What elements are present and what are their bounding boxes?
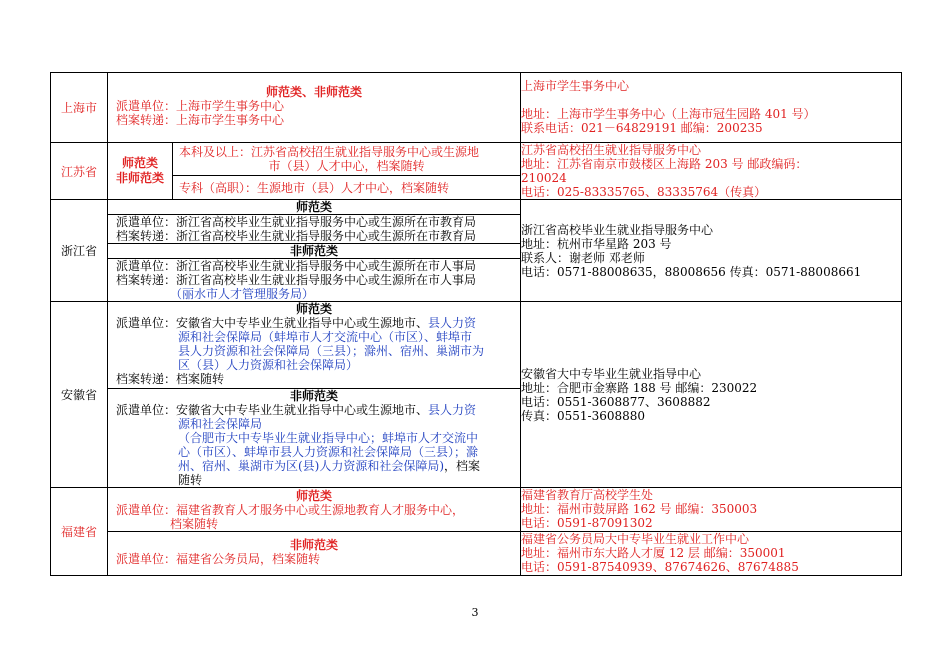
contact-info (521, 532, 902, 576)
undergrad-dispatch: 本科及以上：江苏省高校招生就业指导服务中心或生源地 市（县）人才中心，档案随转 (179, 145, 480, 173)
section-normal (108, 488, 520, 531)
contact-info (521, 143, 902, 200)
category-label: 师范类 非师范类 (108, 143, 173, 199)
section-title: 非师范类 (289, 538, 338, 552)
contact-address: 地址：杭州市华星路 203 号 (521, 236, 672, 251)
row-zhejiang (51, 200, 902, 302)
archive-note: （丽水市人才管理服务局） (170, 287, 315, 301)
province-shanghai: 上海市 (51, 73, 108, 143)
section-normal (108, 302, 520, 386)
contact-fax: 传真：0551-3608880 (521, 408, 646, 423)
contact-postcode: 210024 (521, 171, 567, 185)
contact-org: 江苏省高校招生就业指导服务中心 (521, 143, 702, 157)
section-nonnormal (108, 532, 520, 566)
archive-transfer: 档案转递：档案随转 (116, 372, 225, 386)
section-normal (108, 200, 520, 243)
contact-phone: 电话：0591-87091302 (521, 516, 653, 530)
dispatch-unit-cont: 档案随转 (170, 517, 219, 531)
contact-org: 安徽省大中专毕业生就业指导中心 (521, 366, 702, 381)
contact-info (521, 488, 902, 532)
college-dispatch: 专科（高职）：生源地市（县）人才中心，档案随转 (173, 175, 520, 199)
section-title: 师范类 (295, 200, 332, 214)
dispatch-unit: 派遣单位：浙江省高校毕业生就业指导服务中心或生源所在市教育局 (108, 214, 521, 229)
row-shanghai (51, 73, 902, 143)
page-number: 3 (471, 606, 479, 619)
contact-person: 联系人：谢老师 邓老师 (521, 250, 645, 265)
contact-org: 福建省教育厅高校学生处 (521, 488, 654, 502)
province-fujian: 福建省 (51, 488, 108, 576)
dispatch-unit: 派遣单位：福建省公务员局，档案随转 (116, 552, 321, 566)
archive-transfer: 档案转递：浙江省高校毕业生就业指导服务中心或生源所在市人事局 (116, 273, 477, 287)
dispatch-unit: 派遣单位：上海市学生事务中心 (116, 99, 285, 113)
section-title: 非师范类 (289, 389, 338, 403)
row-anhui (51, 302, 902, 488)
dispatch-unit: 派遣单位：安徽省大中专毕业生就业指导中心或生源地市、县人力资 源和社会保障局（蚌埠市人才交流中心（市区）、蚌埠市 县人力资源和社会保障局（三县）；滁州、宿州、巢湖市为 区（县）人力资源和社会保障局） (116, 316, 485, 372)
contact-address: 地址：福州市东大路人才厦 12 层 邮编：350001 (521, 546, 786, 560)
contact-org: 福建省公务员局大中专毕业生就业工作中心 (521, 532, 750, 546)
contact-address: 地址：上海市学生事务中心（上海市冠生园路 401 号） (521, 107, 816, 121)
dispatch-unit: 派遣单位：福建省教育人才服务中心或生源地教育人才服务中心， (116, 503, 465, 517)
row-jiangsu (51, 143, 902, 200)
contact-phone: 电话：0591-87540939、87674626、87674885 (521, 560, 799, 574)
province-anhui: 安徽省 (51, 302, 108, 488)
contact-info (521, 73, 902, 143)
province-jiangsu: 江苏省 (51, 143, 108, 200)
contact-info (521, 200, 902, 302)
dispatch-unit: 派遣单位：安徽省大中专毕业生就业指导中心或生源地市、县人力资 源和社会保障局 （合肥市大中专毕业生就业指导中心；蚌埠市人才交流中 心（市区）、蚌埠市县人力资源和社会保障局（三县）；滁 州、宿州、巢湖市为区(县)人力资源和社会保障局)，档案 随转 (116, 403, 481, 487)
row-fujian-nonnormal (51, 532, 902, 576)
section-title: 师范类 (295, 489, 332, 503)
dispatch-unit: 派遣单位：浙江省高校毕业生就业指导服务中心或生源所在市人事局 (108, 258, 520, 273)
section-title: 非师范类 (289, 244, 338, 258)
section-nonnormal (108, 243, 520, 301)
category-label: 师范类、非师范类 (265, 85, 362, 99)
contact-phone: 电话：025-83335765、83335764（传真） (521, 185, 767, 199)
employment-dispatch-table (50, 72, 902, 576)
contact-info (521, 302, 902, 488)
contact-address: 地址：合肥市金寨路 188 号 邮编：230022 (521, 380, 758, 395)
contact-org: 上海市学生事务中心 (521, 79, 630, 93)
contact-address: 地址：江苏省南京市鼓楼区上海路 203 号 邮政编码： (521, 157, 808, 171)
contact-phone: 电话：0571-88008635，88008656 传真：0571-88008661 (521, 264, 862, 279)
row-fujian-normal (51, 488, 902, 532)
contact-phone: 电话：0551-3608877、3608882 (521, 394, 711, 409)
contact-phone: 联系电话：021－64829191 邮编：200235 (521, 121, 763, 135)
contact-address: 地址：福州市鼓屏路 162 号 邮编：350003 (521, 502, 758, 516)
archive-transfer: 档案转递：上海市学生事务中心 (116, 113, 285, 127)
section-title: 师范类 (295, 302, 332, 316)
province-zhejiang: 浙江省 (51, 200, 108, 302)
contact-org: 浙江省高校毕业生就业指导服务中心 (521, 222, 714, 237)
section-nonnormal (108, 388, 520, 487)
archive-transfer: 档案转递：浙江省高校毕业生就业指导服务中心或生源所在市教育局 (116, 229, 477, 243)
